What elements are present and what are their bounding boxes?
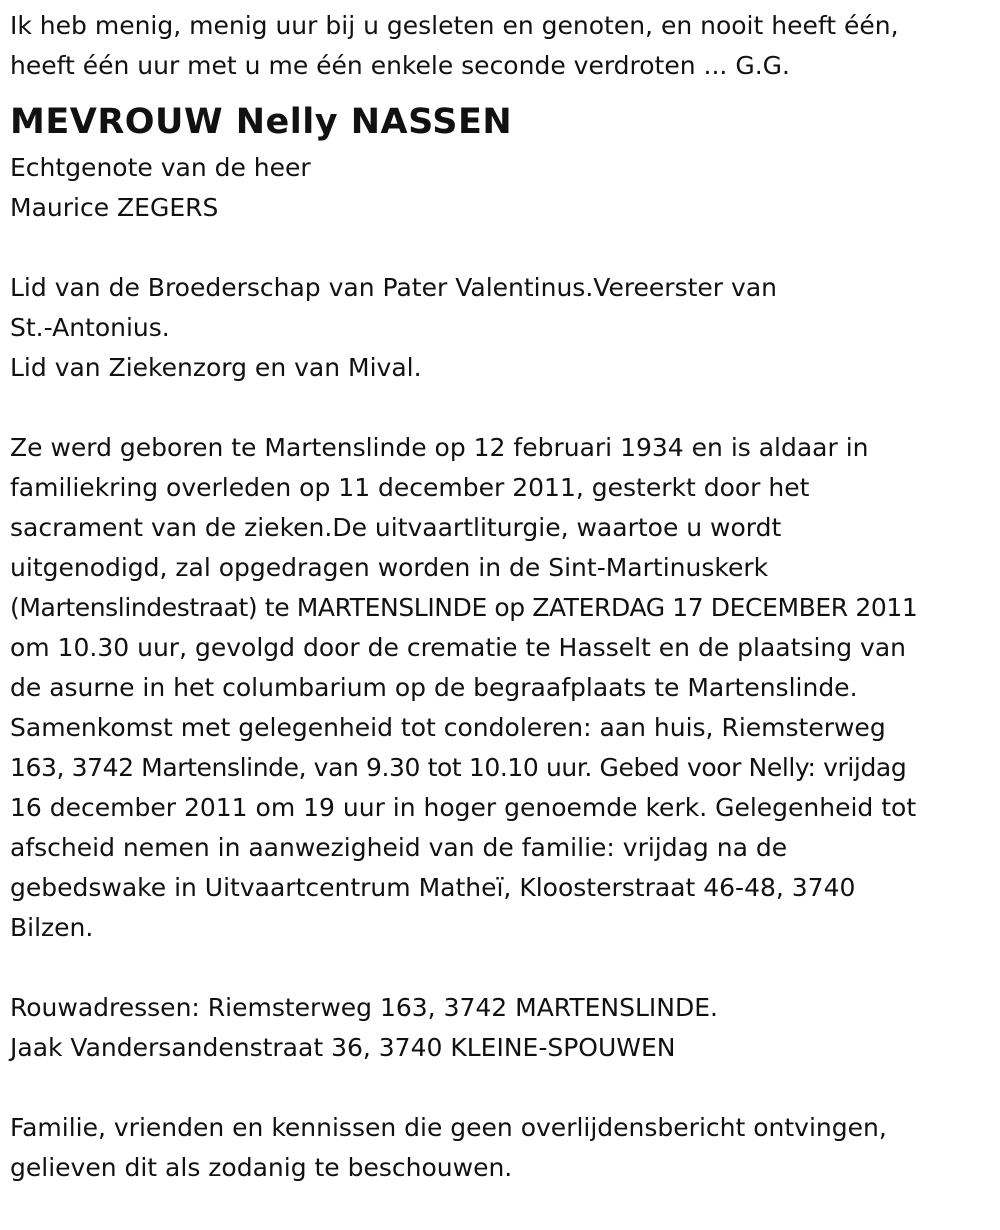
- addresses-block: [10, 988, 995, 1068]
- quote-line: Ik heb menig, menig uur bij u gesleten en genoten, en nooit heeft één,: [10, 11, 899, 40]
- details-line: sacrament van de zieken.De uitvaartliturgie, waartoe u wordt: [10, 513, 782, 542]
- details-line: familiekring overleden op 11 december 2011, gesterkt door het: [10, 473, 810, 502]
- spacer: [10, 388, 995, 428]
- spouse-line: Echtgenote van de heer: [10, 153, 311, 182]
- membership-line: St.-Antonius.: [10, 313, 170, 342]
- details-line: (Martenslindestraat) te MARTENSLINDE op ZATERDAG 17 DECEMBER 2011: [10, 593, 918, 622]
- obituary-document: [10, 6, 995, 1188]
- details-line: 163, 3742 Martenslinde, van 9.30 tot 10.10 uur. Gebed voor Nelly: vrijdag: [10, 753, 907, 782]
- details-line: uitgenodigd, zal opgedragen worden in de Sint-Martinuskerk: [10, 553, 769, 582]
- spacer: [10, 228, 995, 268]
- details-line: Ze werd geboren te Martenslinde op 12 februari 1934 en is aldaar in: [10, 433, 869, 462]
- membership-line: Lid van Ziekenzorg en van Mival.: [10, 353, 422, 382]
- details-line: afscheid nemen in aanwezigheid van de familie: vrijdag na de: [10, 833, 788, 862]
- address-line: Rouwadressen: Riemsterweg 163, 3742 MARTENSLINDE.: [10, 993, 718, 1022]
- closing-line: gelieven dit als zodanig te beschouwen.: [10, 1153, 513, 1182]
- deceased-name: MEVROUW Nelly NASSEN: [10, 102, 513, 142]
- spouse-block: [10, 148, 995, 228]
- memberships-block: [10, 268, 995, 388]
- closing-block: [10, 1108, 995, 1188]
- quote-line: heeft één uur met u me één enkele seconde verdroten ... G.G.: [10, 51, 790, 80]
- spouse-line: Maurice ZEGERS: [10, 193, 219, 222]
- details-line: om 10.30 uur, gevolgd door de crematie te Hasselt en de plaatsing van: [10, 633, 907, 662]
- membership-line: Lid van de Broederschap van Pater Valentinus.Vereerster van: [10, 273, 777, 302]
- details-line: gebedswake in Uitvaartcentrum Matheï, Kloosterstraat 46-48, 3740: [10, 873, 856, 902]
- details-line: de asurne in het columbarium op de begraafplaats te Martenslinde.: [10, 673, 858, 702]
- details-line: 16 december 2011 om 19 uur in hoger genoemde kerk. Gelegenheid tot: [10, 793, 917, 822]
- closing-line: Familie, vrienden en kennissen die geen overlijdensbericht ontvingen,: [10, 1113, 887, 1142]
- opening-quote: [10, 6, 995, 86]
- details-line: Bilzen.: [10, 913, 94, 942]
- address-line: Jaak Vandersandenstraat 36, 3740 KLEINE-SPOUWEN: [10, 1033, 676, 1062]
- spacer: [10, 1068, 995, 1108]
- details-block: [10, 428, 995, 948]
- spacer: [10, 948, 995, 988]
- details-line: Samenkomst met gelegenheid tot condoleren: aan huis, Riemsterweg: [10, 713, 886, 742]
